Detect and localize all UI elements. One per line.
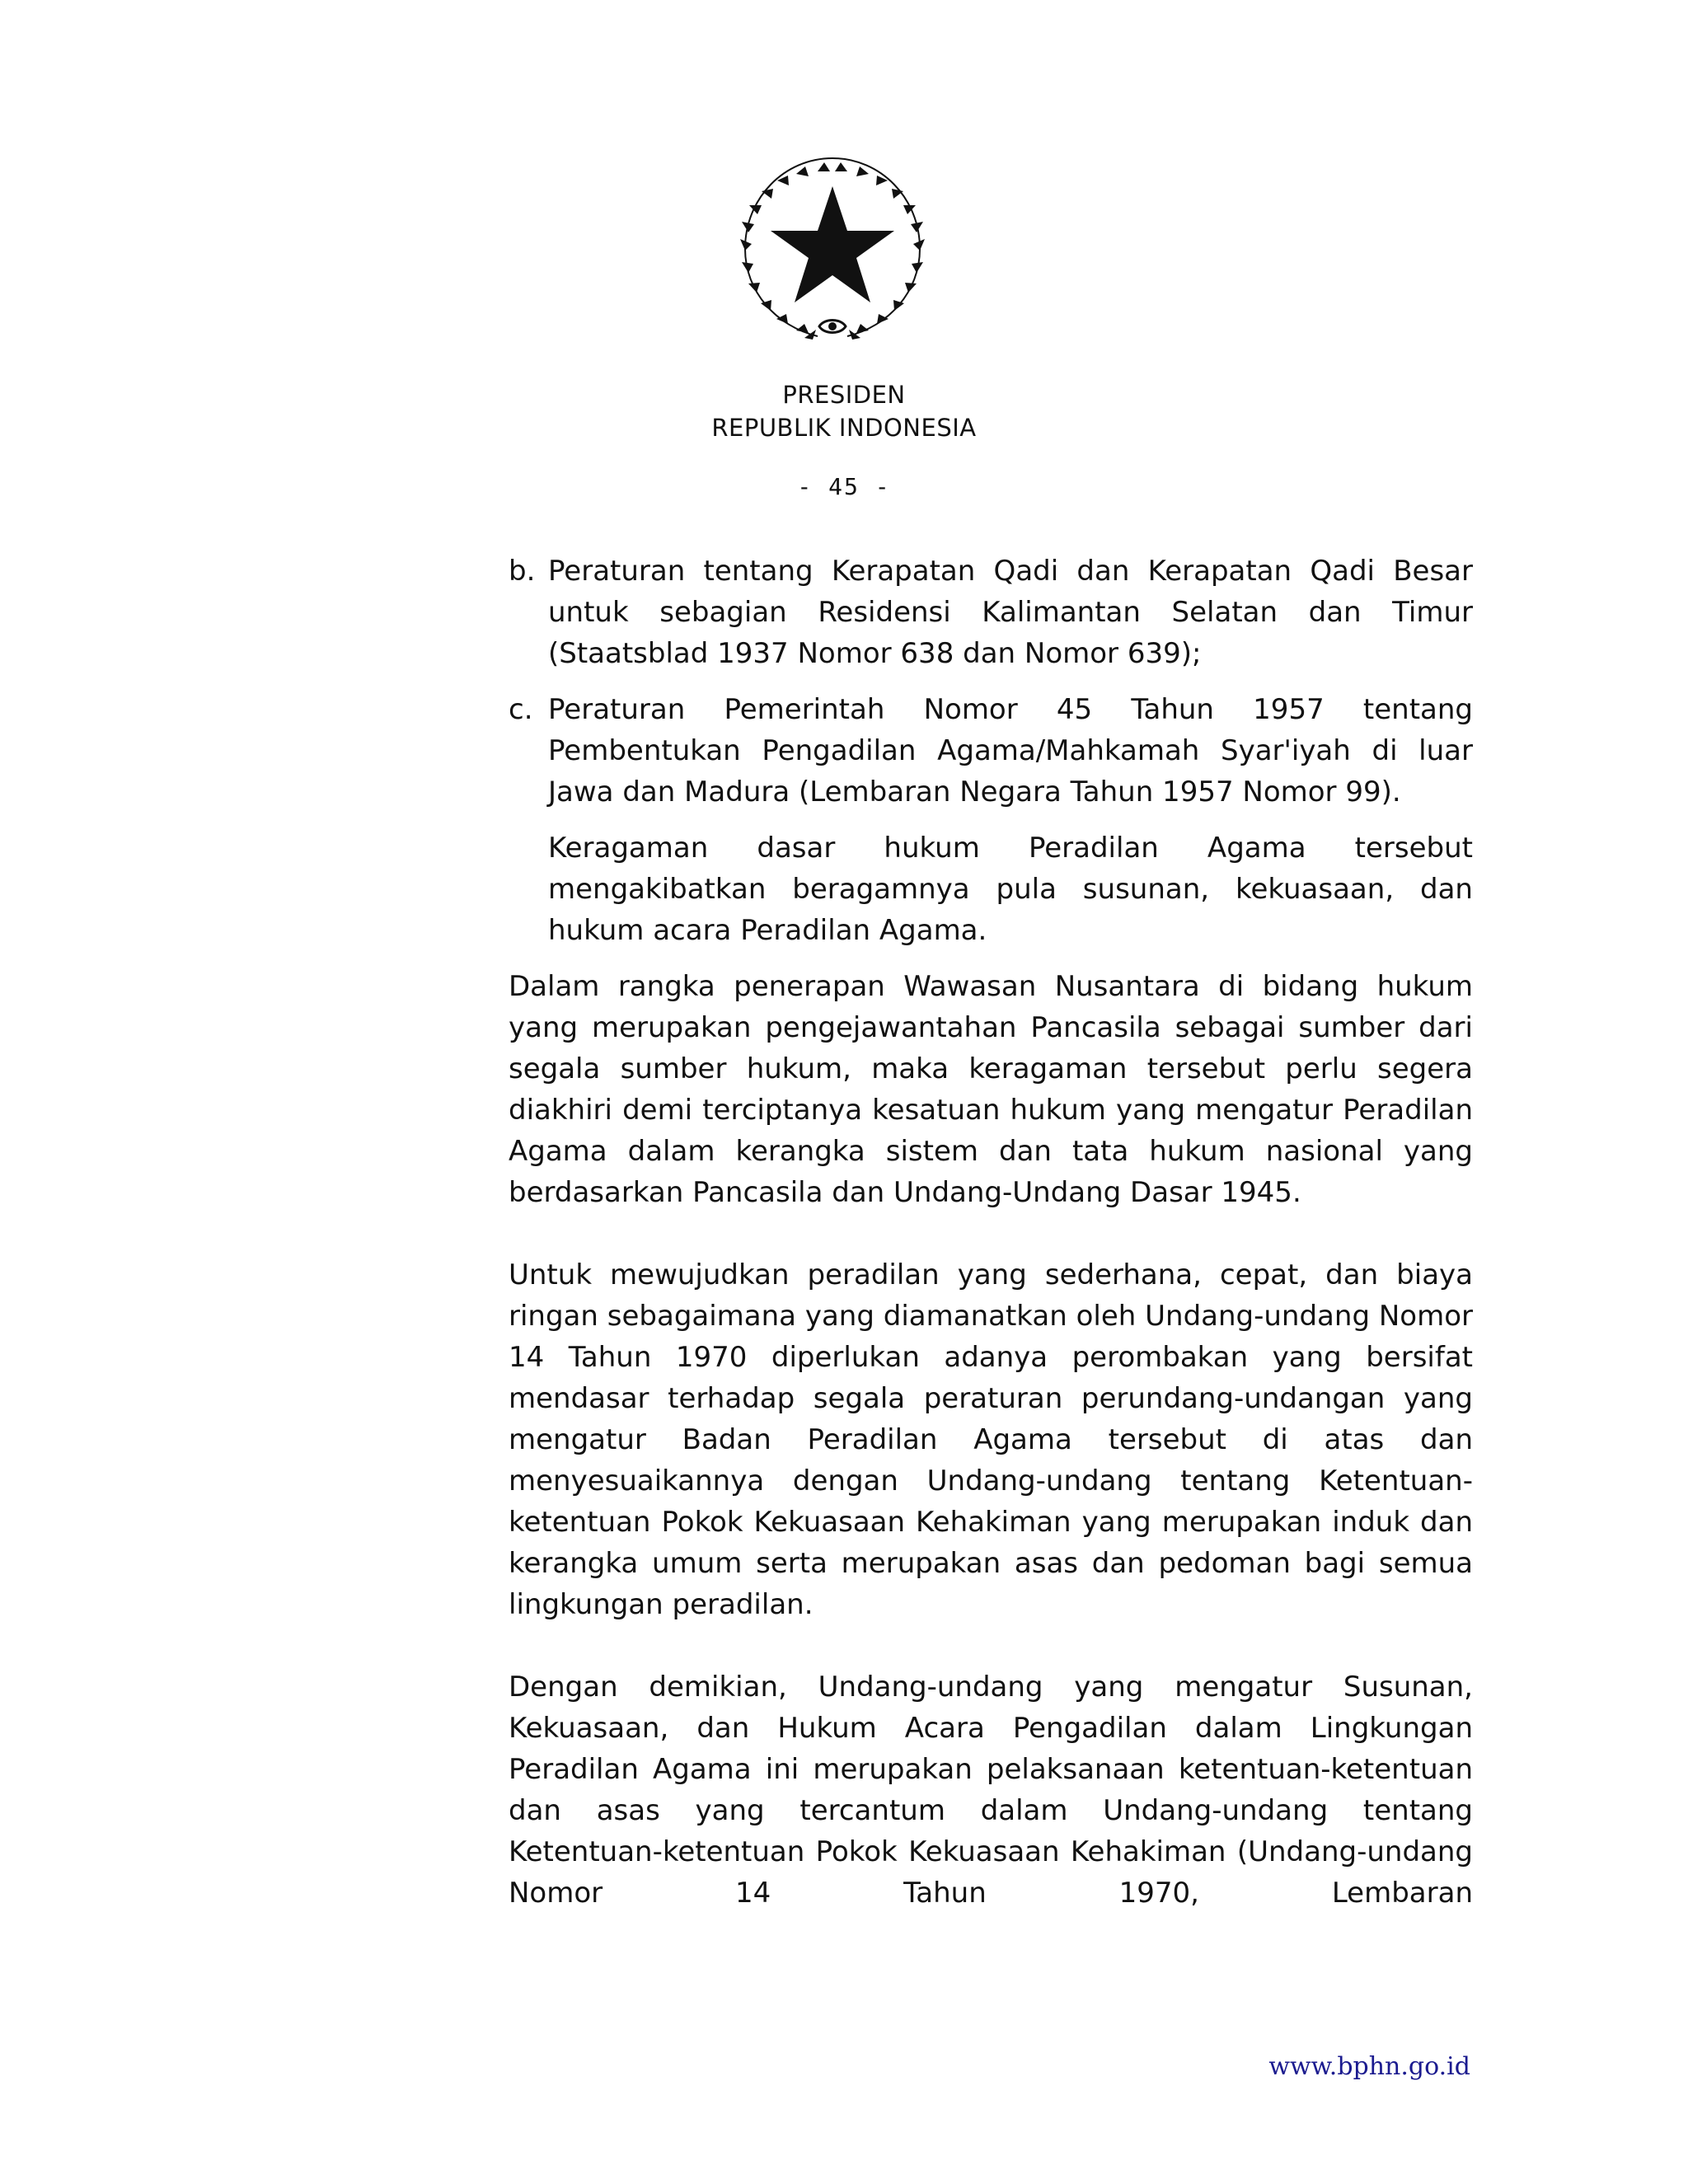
garuda-star-emblem-icon bbox=[727, 143, 938, 354]
paragraph-dengan-demikian: Dengan demikian, Undang-undang yang mengatur Susunan, Kekuasaan, dan Hukum Acara Pengadilan dalam Lingkungan Peradilan Agama ini merupakan pelaksanaan ketentuan-ketentuan dan asas yang tercantum dalam Undang-undang tentang Ketentuan-ketentuan Pokok Kekuasaan Kehakiman (Undang-undang Nomor 14 Tahun 1970, Lembaran bbox=[509, 1671, 1473, 1910]
list-item-c bbox=[509, 689, 1473, 813]
header-title-presiden: PRESIDEN bbox=[782, 381, 906, 409]
list-item-text: Peraturan tentang Kerapatan Qadi dan Kerapatan Qadi Besar untuk sebagian Residensi Kalimantan Selatan dan Timur (Staatsblad 1937 Nomor 638 dan Nomor 639); bbox=[548, 555, 1473, 670]
footer-url-link[interactable]: www.bphn.go.id bbox=[1268, 2052, 1470, 2081]
paragraph-wawasan-nusantara: Dalam rangka penerapan Wawasan Nusantara di bidang hukum yang merupakan pengejawantahan Pancasila sebagai sumber dari segala sumber hukum, maka keragaman tersebut perlu segera diakhiri demi terciptanya kesatuan hukum yang mengatur Peradilan Agama dalam kerangka sistem dan tata hukum nasional yang berdasarkan Pancasila dan Undang-Undang Dasar 1945. bbox=[509, 970, 1473, 1209]
indented-paragraph: Keragaman dasar hukum Peradilan Agama tersebut mengakibatkan beragamnya pula susunan, kekuasaan, dan hukum acara Peradilan Agama. bbox=[548, 832, 1473, 947]
list-item-b bbox=[509, 551, 1473, 674]
list-item-text: Peraturan Pemerintah Nomor 45 Tahun 1957 tentang Pembentukan Pengadilan Agama/Mahkamah Syar'iyah di luar Jawa dan Madura (Lembaran Negara Tahun 1957 Nomor 99). bbox=[548, 693, 1473, 808]
header-title-republik-indonesia: REPUBLIK INDONESIA bbox=[711, 414, 977, 442]
list-marker: c. bbox=[509, 693, 533, 726]
list-marker: b. bbox=[509, 555, 536, 588]
document-body bbox=[509, 551, 1473, 1914]
paragraph-peradilan-sederhana: Untuk mewujudkan peradilan yang sederhana, cepat, dan biaya ringan sebagaimana yang diamanatkan oleh Undang-undang Nomor 14 Tahun 1970 diperlukan adanya perombakan yang bersifat mendasar terhadap segala peraturan perundang-undangan yang mengatur Badan Peradilan Agama tersebut di atas dan menyesuaikannya dengan Undang-undang tentang Ketentuan-ketentuan Pokok Kekuasaan Kehakiman yang merupakan induk dan kerangka umum serta merupakan asas dan pedoman bagi semua lingkungan peradilan. bbox=[509, 1258, 1473, 1621]
page-number: - 45 - bbox=[797, 473, 891, 500]
